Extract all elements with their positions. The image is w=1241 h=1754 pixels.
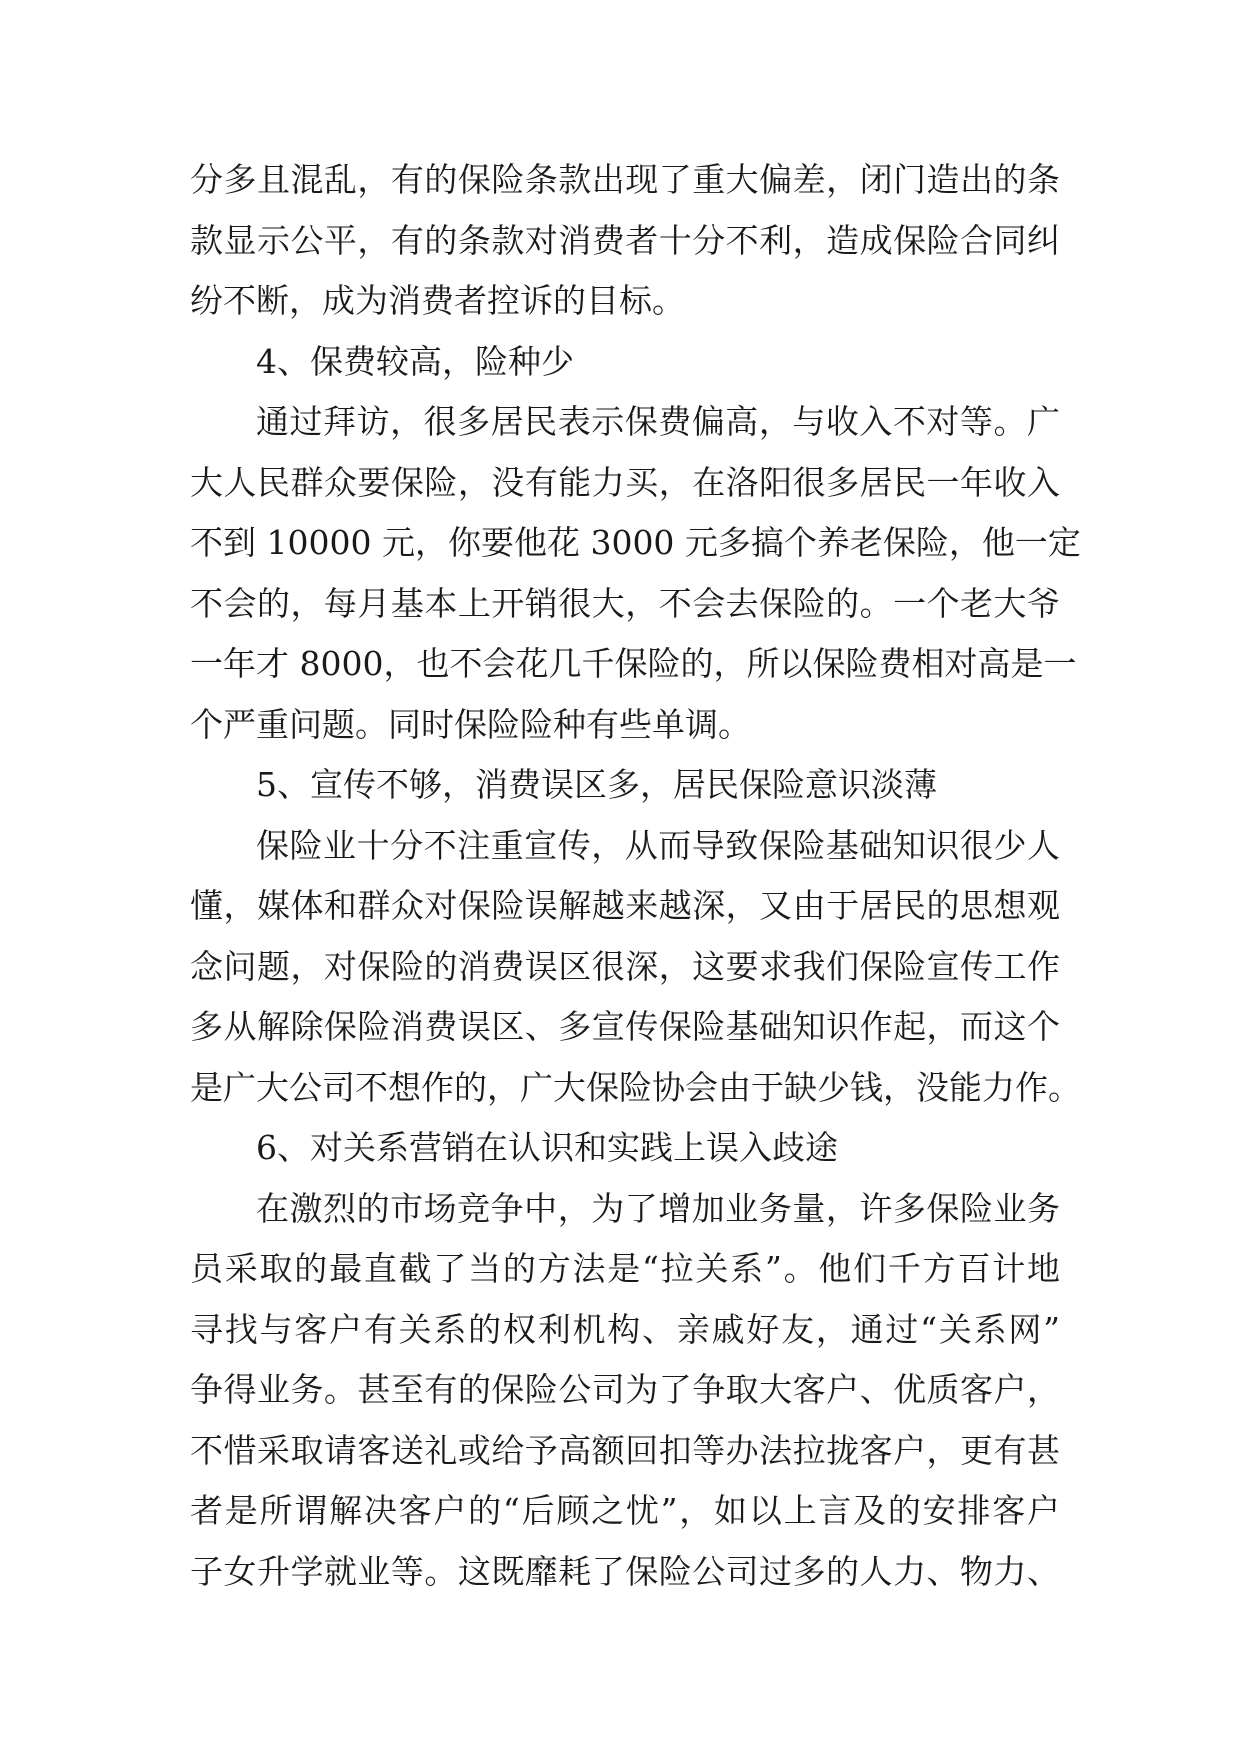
text-line: 是广大公司不想作的，广大保险协会由于缺少钱，没能力作。 xyxy=(190,1067,1081,1107)
text-line: 个严重问题。同时保险险种有些单调。 xyxy=(190,704,751,744)
text-line: 者是所谓解决客户的“后顾之忧”，如以上言及的安排客户 xyxy=(190,1491,1060,1530)
text-line: 通过拜访，很多居民表示保费偏高，与收入不对等。广 xyxy=(256,402,1060,441)
text-line: 分多且混乱，有的保险条款出现了重大偏差，闭门造出的条 xyxy=(190,160,1060,199)
text-line: 不惜采取请客送礼或给予高额回扣等办法拉拢客户，更有甚 xyxy=(190,1430,1060,1470)
text-line: 大人民群众要保险，没有能力买，在洛阳很多居民一年收入 xyxy=(190,462,1060,502)
text-line: 不会的，每月基本上开销很大，不会去保险的。一个老大爷 xyxy=(190,583,1060,623)
text-line: 念问题，对保险的消费误区很深，这要求我们保险宣传工作 xyxy=(190,946,1060,986)
section-heading: 5、宣传不够，消费误区多，居民保险意识淡薄 xyxy=(256,765,937,804)
text-line: 争得业务。甚至有的保险公司为了争取大客户、优质客户， xyxy=(190,1370,1060,1409)
text-line: 懂，媒体和群众对保险误解越来越深，又由于居民的思想观 xyxy=(190,886,1060,925)
text-line: 款显示公平，有的条款对消费者十分不利，造成保险合同纠 xyxy=(190,220,1060,260)
document-body xyxy=(190,150,1081,1602)
text-line: 不到 10000 元，你要他花 3000 元多搞个养老保险，他一定 xyxy=(190,523,1081,562)
section-heading: 6、对关系营销在认识和实践上误入歧途 xyxy=(256,1128,838,1167)
text-line: 在激烈的市场竞争中，为了增加业务量，许多保险业务 xyxy=(256,1188,1060,1228)
text-line: 一年才 8000，也不会花几千保险的，所以保险费相对高是一 xyxy=(190,644,1077,683)
text-line: 保险业十分不注重宣传，从而导致保险基础知识很少人 xyxy=(256,825,1060,865)
text-line: 多从解除保险消费误区、多宣传保险基础知识作起，而这个 xyxy=(190,1007,1060,1046)
text-line: 寻找与客户有关系的权利机构、亲戚好友，通过“关系网” xyxy=(190,1309,1060,1349)
text-line: 员采取的最直截了当的方法是“拉关系”。他们千方百计地 xyxy=(190,1249,1060,1288)
section-heading: 4、保费较高，险种少 xyxy=(256,341,574,381)
text-line: 纷不断，成为消费者控诉的目标。 xyxy=(190,281,685,320)
text-line: 子女升学就业等。这既靡耗了保险公司过多的人力、物力、 xyxy=(190,1551,1060,1591)
